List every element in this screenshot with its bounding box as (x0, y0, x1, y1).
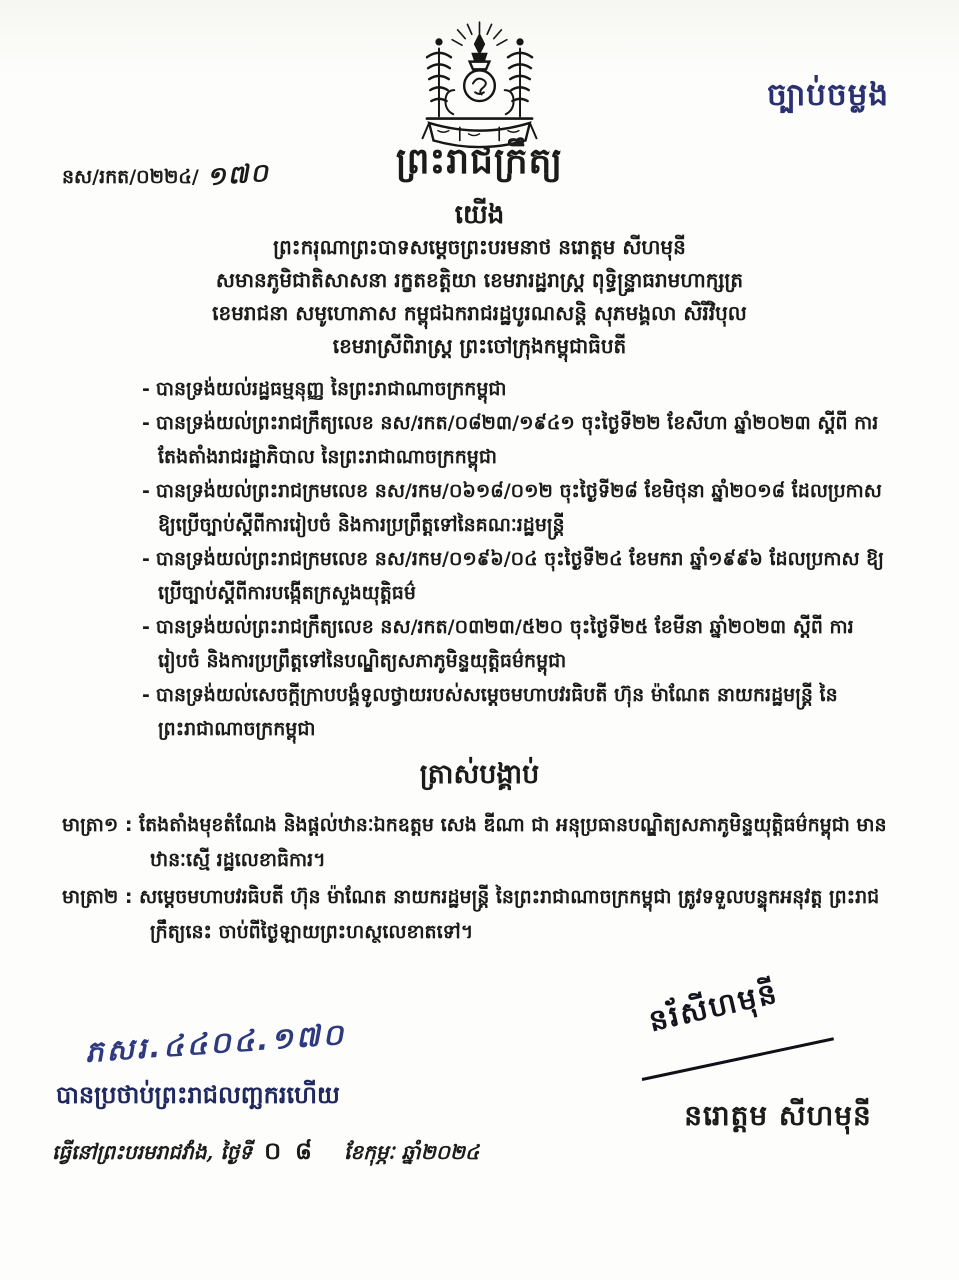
copy-stamp: ច្បាប់ចម្លង (766, 77, 889, 113)
article-label: មាត្រា១ (62, 814, 119, 836)
bullet-dash: - (142, 616, 150, 638)
article-label: មាត្រា២ (62, 886, 119, 908)
article-1: មាត្រា១ : តែងតាំងមុខតំណែង និងផ្តល់ឋានៈឯកឧត្តម សេង ឌីណា ជា អនុប្រធានបណ្ឌិត្យសភាភូមិន្ទយុត្តិធម៌កម្ពុជា មានឋានៈស្មើ រដ្ឋលេខាធិការ។ (62, 814, 887, 871)
royal-title-line-3: ខេមរាជនា សមូហោភាស កម្ពុជឯករាជរដ្ឋបូរណសន្តិ សុភមង្គលា សិរីវិបុល (212, 301, 747, 325)
royal-seal-affixed-text: បានប្រថាប់ព្រះរាជលញ្ឆករហើយ (56, 1081, 340, 1109)
prime-minister-name: ហ៊ុន ម៉ាណែត (290, 886, 387, 908)
bullet-dash: - (142, 548, 150, 570)
articles-section (62, 808, 907, 952)
royal-full-title (40, 231, 919, 363)
king-printed-name: នរោត្តម សីហមុនី (684, 1099, 872, 1132)
decree-title: ព្រះរាជក្រឹត្យ (395, 141, 564, 182)
preamble-item: - បានទ្រង់យល់ព្រះរាជក្រមលេខ នស/រកម/០១៩៦/០៤ ចុះថ្ងៃទី២៤ ខែមករា ឆ្នាំ១៩៩៦ ដែលប្រកាស ឱ្យប្រើច្បាប់ស្តីពីការបង្កើតក្រសួងយុត្តិធម៌ (142, 548, 884, 604)
appointee-name: សេង ឌីណា (440, 814, 525, 836)
royal-title-line-1-text: ព្រះករុណាព្រះបាទសម្តេចព្រះបរមនាថ (273, 235, 559, 259)
preamble-item: - បានទ្រង់យល់ព្រះរាជក្រឹត្យលេខ នស/រកត/០៨២៣/១៩៤១ ចុះថ្ងៃទី២២ ខែសីហា ឆ្នាំ២០២៣ ស្តីពី ការតែងតាំងរាជរដ្ឋាភិបាល នៃព្រះរាជាណាចក្រកម្ពុជា (142, 412, 879, 468)
place-date-pre: ធ្វើនៅព្រះបរមរាជវាំង, ថ្ងៃទី (52, 1140, 253, 1164)
royal-title-line-1 (40, 231, 919, 264)
place-date-post: ខែកុម្ភៈ ឆ្នាំ២០២៤ (344, 1140, 480, 1164)
order-heading: ត្រាស់បង្គាប់ (419, 759, 540, 790)
seal-handwritten-ref: ភសរ.៤៤០៤.១៧០ (83, 1016, 348, 1070)
king-name-inline: នរោត្តម សីហមុនី (558, 235, 686, 259)
article-2: មាត្រា២ : សម្តេចមហាបវរធិបតី ហ៊ុន ម៉ាណែត នាយករដ្ឋមន្ត្រី នៃព្រះរាជាណាចក្រកម្ពុជា ត្រូវទទួលបន្ទុកអនុវត្ត ព្រះរាជក្រឹត្យនេះ ចាប់ពីថ្ងៃឡាយព្រះហស្ថលេខាតទៅ។ (62, 886, 880, 943)
royal-title-line-2: សមានភូមិជាតិសាសនា រក្ខតខត្តិយា ខេមរារដ្ឋរាស្ត្រ ពុទ្ធិន្ទ្រាធរាមហាក្សត្រ (215, 268, 744, 292)
signature-underline-icon (642, 1037, 834, 1081)
preamble-item: - បានទ្រង់យល់ព្រះរាជក្រមលេខ នស/រកម/០៦១៨/០១២ ចុះថ្ងៃទី២៨ ខែមិថុនា ឆ្នាំ២០១៨ ដែលប្រកាស ឱ្យប្រើច្បាប់ស្តីពីការរៀបចំ និងការប្រព្រឹត្តទៅនៃគណៈរដ្ឋមន្ត្រី (142, 480, 882, 536)
bullet-dash: - (142, 684, 150, 706)
bullet-dash: - (142, 412, 150, 434)
preamble-item: - បានទ្រង់យល់សេចក្តីក្រាបបង្គំទូលថ្វាយរបស់សម្តេចមហាបវរធិបតី ហ៊ុន ម៉ាណែត នាយករដ្ឋមន្ត្រី នៃព្រះរាជាណាចក្រកម្ពុជា (142, 684, 838, 740)
handwritten-day: ០៨ (264, 1137, 327, 1165)
bullet-dash: - (142, 480, 150, 502)
king-signature-script: នរ័សីហមុនី (645, 975, 782, 1039)
preamble-list (142, 372, 888, 746)
place-date-line (52, 1136, 479, 1171)
preamble-item: - បានទ្រង់យល់ព្រះរាជក្រឹត្យលេខ នស/រកត/០៣២៣/៥២០ ចុះថ្ងៃទី២៥ ខែមីនា ឆ្នាំ២០២៣ ស្តីពី ការរៀបចំ និងការប្រព្រឹត្តទៅនៃបណ្ឌិត្យសភាភូមិន្ទយុត្តិធម៌កម្ពុជា (142, 616, 854, 672)
royal-we-heading: យើង (454, 200, 505, 230)
reference-printed: នស/រកត/០២២៤/ (62, 166, 199, 188)
bullet-dash: - (142, 378, 150, 400)
preamble-item: - បានទ្រង់យល់រដ្ឋធម្មនុញ្ញ នៃព្រះរាជាណាចក្រកម្ពុជា (142, 378, 507, 400)
royal-title-line-4: ខេមរាស្រីពិរាស្ត្រ ព្រះចៅក្រុងកម្ពុជាធិបតី (332, 334, 627, 358)
reference-handwritten-number: ១៧០ (205, 157, 271, 192)
